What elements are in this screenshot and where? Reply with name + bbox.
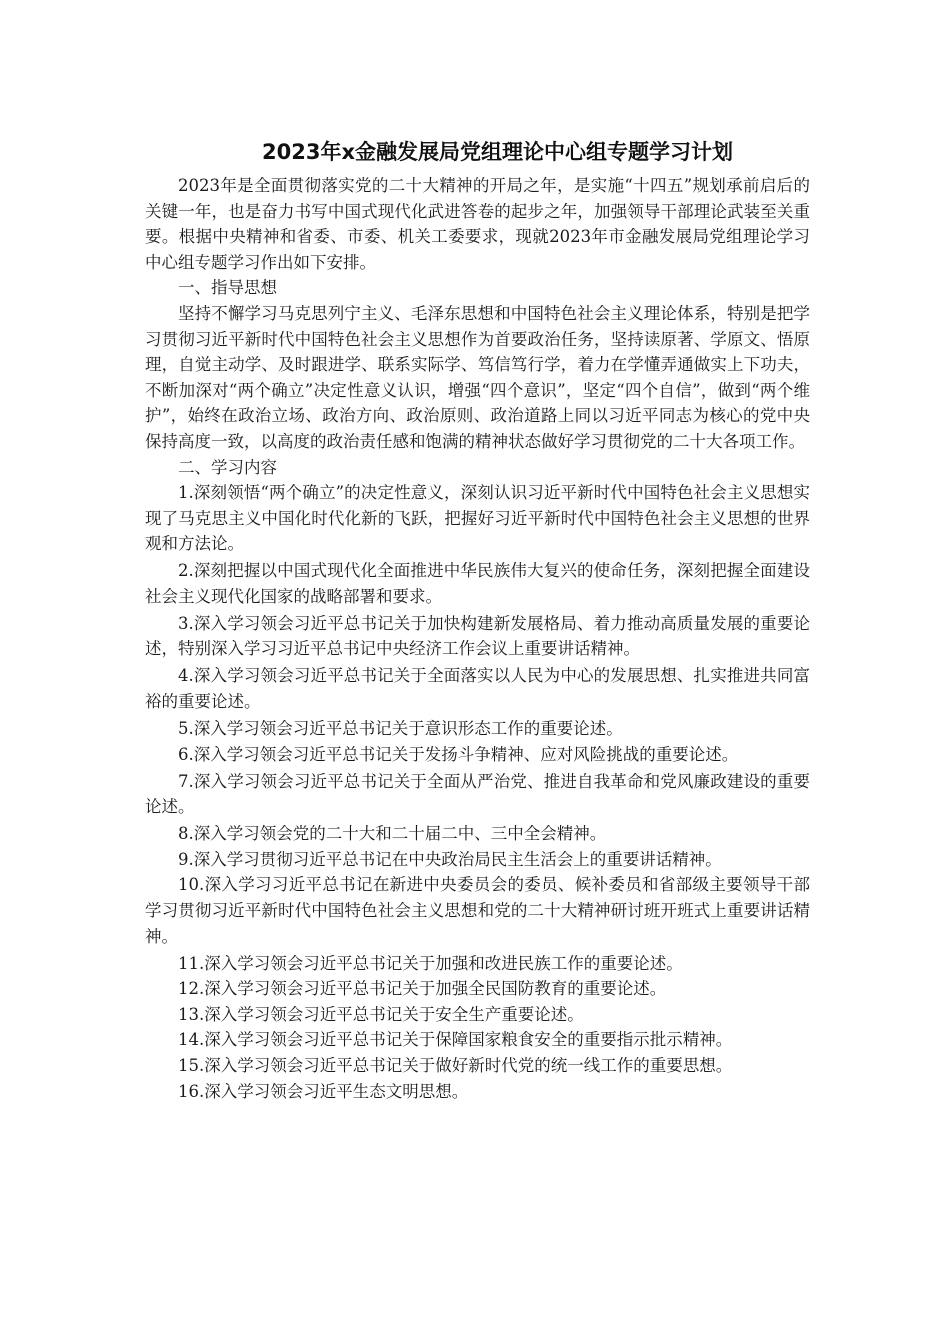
study-item: 4.深入学习领会习近平总书记关于全面落实以人民为中心的发展思想、扎实推进共同富裕的重要论述。: [145, 666, 810, 712]
document-body: [145, 137, 810, 1104]
section-heading-study-content: 二、学习内容: [178, 457, 277, 477]
document-title: 2023年x金融发展局党组理论中心组专题学习计划: [262, 140, 733, 164]
study-content-list: [145, 480, 810, 1104]
study-item: 6.深入学习领会习近平总书记关于发扬斗争精神、应对风险挑战的重要论述。: [178, 744, 739, 764]
study-item: 13.深入学习领会习近平总书记关于安全生产重要论述。: [178, 1004, 584, 1024]
study-item: 12.深入学习领会习近平总书记关于加强全民国防教育的重要论述。: [178, 979, 667, 999]
study-item: 10.深入学习习近平总书记在新进中央委员会的委员、候补委员和省部级主要领导干部学习贯彻习近平新时代中国特色社会主义思想和党的二十大精神研讨班开班式上重要讲话精神。: [145, 875, 810, 946]
section-heading-guiding-ideology: 一、指导思想: [178, 278, 277, 298]
study-item: 3.深入学习领会习近平总书记关于加快构建新发展格局、着力推动高质量发展的重要论述，特别深入学习习近平总书记中央经济工作会议上重要讲话精神。: [145, 613, 810, 659]
intro-paragraph: 2023年是全面贯彻落实党的二十大精神的开局之年，是实施“十四五”规划承前启后的关键一年，也是奋力书写中国式现代化武进答卷的起步之年，加强领导干部理论武装至关重要。根据中央精神和省委、市委、机关工委要求，现就2023年市金融发展局党组理论学习中心组专题学习作出如下安排。: [145, 176, 810, 272]
study-item: 1.深刻领悟“两个确立”的决定性意义，深刻认识习近平新时代中国特色社会主义思想实现了马克思主义中国化时代化新的飞跃，把握好习近平新时代中国特色社会主义思想的世界观和方法论。: [145, 483, 810, 554]
study-item: 16.深入学习领会习近平生态文明思想。: [178, 1081, 469, 1101]
study-item: 2.深刻把握以中国式现代化全面推进中华民族伟大复兴的使命任务，深刻把握全面建设社会主义现代化国家的战略部署和要求。: [145, 561, 810, 606]
study-item: 9.深入学习贯彻习近平总书记在中央政治局民主生活会上的重要讲话精神。: [178, 849, 722, 869]
study-item: 15.深入学习领会习近平总书记关于做好新时代党的统一线工作的重要思想。: [178, 1055, 733, 1075]
study-item: 11.深入学习领会习近平总书记关于加强和改进民族工作的重要论述。: [178, 953, 683, 973]
study-item: 8.深入学习领会党的二十大和二十届二中、三中全会精神。: [178, 824, 607, 844]
guiding-ideology-paragraph: 坚持不懈学习马克思列宁主义、毛泽东思想和中国特色社会主义理论体系，特别是把学习贯彻习近平新时代中国特色社会主义思想作为首要政治任务，坚持读原著、学原文、悟原理，自觉主动学、及时跟进学、联系实际学、笃信笃行学，着力在学懂弄通做实上下功夫，不断加深对“两个确立”决定性意义认识，增强“四个意识”，坚定“四个自信”，做到“两个维护”，始终在政治立场、政治方向、政治原则、政治道路上同以习近平同志为核心的党中央保持高度一致，以高度的政治责任感和饱满的精神状态做好学习贯彻党的二十大各项工作。: [145, 303, 810, 451]
study-item: 5.深入学习领会习近平总书记关于意识形态工作的重要论述。: [178, 719, 623, 739]
study-item: 14.深入学习领会习近平总书记关于保障国家粮食安全的重要指示批示精神。: [178, 1030, 733, 1050]
study-item: 7.深入学习领会习近平总书记关于全面从严治党、推进自我革命和党风廉政建设的重要论述。: [145, 771, 810, 817]
